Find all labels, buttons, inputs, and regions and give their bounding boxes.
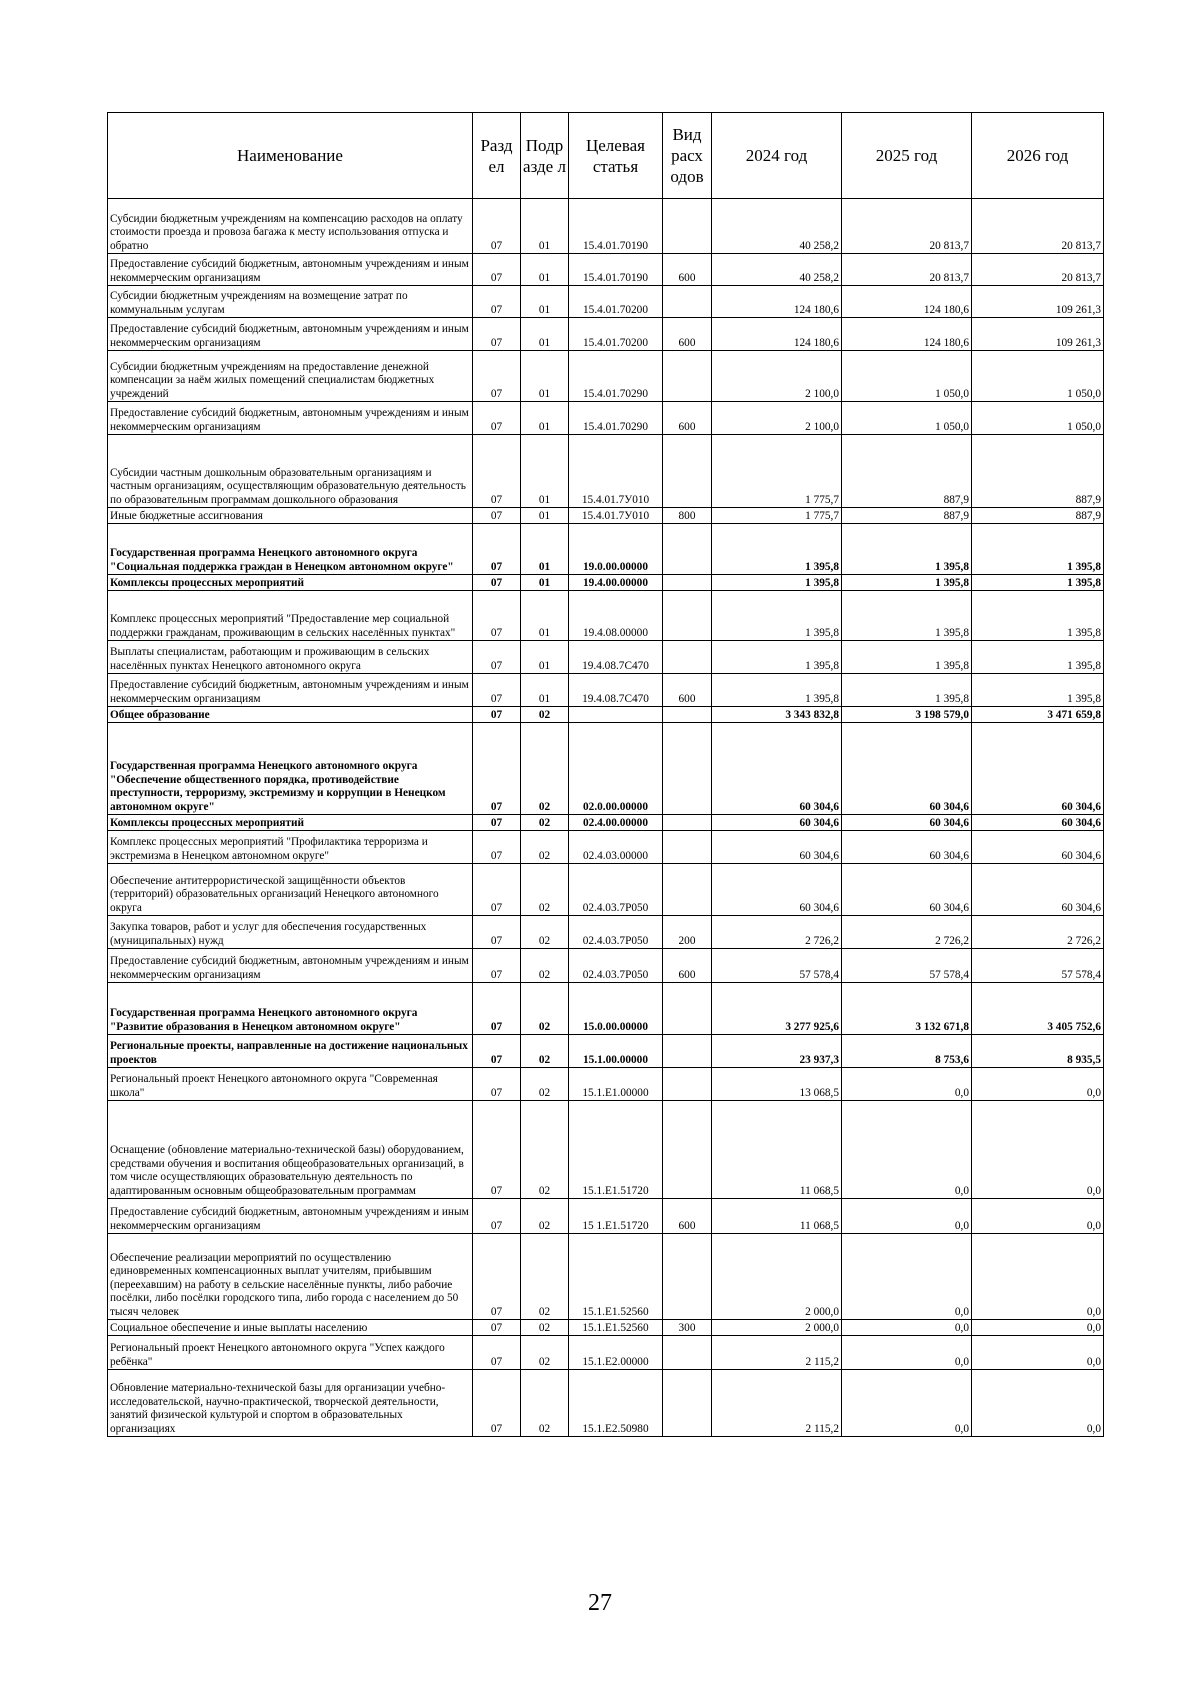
row-expense-type: [663, 983, 712, 1035]
row-expense-type: [663, 707, 712, 723]
header-2024: 2024 год: [712, 113, 842, 199]
row-value-2024: 3 277 925,6: [712, 983, 842, 1035]
row-value-2025: 1 395,8: [842, 641, 972, 674]
table-row: [108, 916, 1104, 949]
row-expense-type: [663, 1370, 712, 1437]
row-value-2024: 2 000,0: [712, 1320, 842, 1336]
row-target: 15.1.00.00000: [569, 1035, 663, 1068]
table-row: [108, 723, 1104, 815]
row-podrazdel: 01: [521, 402, 569, 435]
table-row: [108, 286, 1104, 318]
row-target: [569, 707, 663, 723]
row-razdel: 07: [473, 199, 521, 254]
row-expense-type: [663, 351, 712, 402]
row-value-2025: 124 180,6: [842, 286, 972, 318]
row-expense-type: [663, 1035, 712, 1068]
row-value-2026: 1 395,8: [972, 591, 1104, 641]
row-razdel: 07: [473, 1199, 521, 1234]
row-value-2024: 60 304,6: [712, 831, 842, 864]
row-razdel: 07: [473, 524, 521, 575]
row-expense-type: 600: [663, 1199, 712, 1234]
row-name: Оснащение (обновление материально-технической базы) оборудованием, средствами обучения и воспитания общеобразовательных организаций, в том числе осуществляющих образовательную деятельность по адаптированным основным общеобразовательным программам: [108, 1101, 473, 1199]
row-value-2024: 1 395,8: [712, 641, 842, 674]
row-value-2026: 0,0: [972, 1234, 1104, 1320]
row-podrazdel: 01: [521, 591, 569, 641]
row-value-2024: 1 395,8: [712, 524, 842, 575]
row-value-2025: 60 304,6: [842, 831, 972, 864]
row-podrazdel: 02: [521, 1370, 569, 1437]
row-expense-type: 800: [663, 508, 712, 524]
row-razdel: 07: [473, 674, 521, 707]
page-number: 27: [588, 1590, 612, 1616]
row-target: 19.4.08.7С470: [569, 641, 663, 674]
row-expense-type: 600: [663, 949, 712, 983]
row-value-2024: 2 100,0: [712, 351, 842, 402]
table-row: [108, 1336, 1104, 1370]
table-row: [108, 1199, 1104, 1234]
header-razdel: Разд ел: [473, 113, 521, 199]
row-target: 15.4.01.7У010: [569, 508, 663, 524]
row-razdel: 07: [473, 254, 521, 286]
row-target: 15.4.01.70290: [569, 351, 663, 402]
table-row: [108, 318, 1104, 351]
row-name: Региональный проект Ненецкого автономного округа "Успех каждого ребёнка": [108, 1336, 473, 1370]
row-razdel: 07: [473, 1101, 521, 1199]
row-name: Региональные проекты, направленные на достижение национальных проектов: [108, 1035, 473, 1068]
row-podrazdel: 02: [521, 831, 569, 864]
row-value-2025: 20 813,7: [842, 254, 972, 286]
row-target: 15.1.Е2.50980: [569, 1370, 663, 1437]
table-row: [108, 815, 1104, 831]
row-target: 02.4.03.00000: [569, 831, 663, 864]
row-target: 15.4.01.70290: [569, 402, 663, 435]
row-name: Комплексы процессных мероприятий: [108, 575, 473, 591]
row-value-2025: 0,0: [842, 1234, 972, 1320]
row-value-2025: 1 050,0: [842, 351, 972, 402]
row-target: 15.4.01.7У010: [569, 435, 663, 508]
row-name: Выплаты специалистам, работающим и проживающим в сельских населённых пунктах Ненецкого автономного округа: [108, 641, 473, 674]
row-value-2025: 0,0: [842, 1101, 972, 1199]
row-expense-type: [663, 864, 712, 916]
row-value-2025: 60 304,6: [842, 815, 972, 831]
row-value-2024: 11 068,5: [712, 1199, 842, 1234]
row-expense-type: [663, 575, 712, 591]
row-name: Государственная программа Ненецкого автономного округа "Обеспечение общественного порядка, противодействие преступности, терроризму, экстремизму и коррупции в Ненецком автономном округе": [108, 723, 473, 815]
table-row: [108, 707, 1104, 723]
table-row: [108, 508, 1104, 524]
row-value-2025: 60 304,6: [842, 723, 972, 815]
row-razdel: 07: [473, 1234, 521, 1320]
row-name: Обеспечение реализации мероприятий по осуществлению единовременных компенсационных выплат учителям, прибывшим (переехавшим) на работу в сельские населённые пункты, либо рабочие посёлки, либо посёлки городского типа, либо города с населением до 50 тысяч человек: [108, 1234, 473, 1320]
row-value-2026: 3 405 752,6: [972, 983, 1104, 1035]
row-expense-type: [663, 286, 712, 318]
header-podrazdel: Подр азде л: [521, 113, 569, 199]
row-value-2025: 3 198 579,0: [842, 707, 972, 723]
table-row: [108, 435, 1104, 508]
row-expense-type: [663, 831, 712, 864]
row-expense-type: [663, 524, 712, 575]
row-name: Социальное обеспечение и иные выплаты населению: [108, 1320, 473, 1336]
header-row: [108, 113, 1104, 199]
row-target: 19.4.08.00000: [569, 591, 663, 641]
row-value-2025: 0,0: [842, 1336, 972, 1370]
row-name: Закупка товаров, работ и услуг для обеспечения государственных (муниципальных) нужд: [108, 916, 473, 949]
row-value-2024: 1 775,7: [712, 435, 842, 508]
row-podrazdel: 01: [521, 674, 569, 707]
row-value-2026: 1 395,8: [972, 524, 1104, 575]
row-name: Субсидии бюджетным учреждениям на компенсацию расходов на оплату стоимости проезда и провоза багажа к месту использования отпуска и обратно: [108, 199, 473, 254]
header-target: Целевая статья: [569, 113, 663, 199]
row-name: Предоставление субсидий бюджетным, автономным учреждениям и иным некоммерческим организациям: [108, 674, 473, 707]
table-row: [108, 402, 1104, 435]
table-row: [108, 591, 1104, 641]
row-value-2024: 124 180,6: [712, 286, 842, 318]
row-target: 19.0.00.00000: [569, 524, 663, 575]
row-value-2026: 1 050,0: [972, 402, 1104, 435]
table-row: [108, 864, 1104, 916]
row-name: Предоставление субсидий бюджетным, автономным учреждениям и иным некоммерческим организациям: [108, 318, 473, 351]
row-expense-type: 300: [663, 1320, 712, 1336]
row-value-2024: 13 068,5: [712, 1068, 842, 1101]
row-razdel: 07: [473, 916, 521, 949]
row-target: 15 1.Е1.51720: [569, 1199, 663, 1234]
row-expense-type: 600: [663, 402, 712, 435]
row-target: 02.4.03.7Р050: [569, 864, 663, 916]
row-value-2025: 1 395,8: [842, 591, 972, 641]
row-value-2026: 60 304,6: [972, 864, 1104, 916]
table-body: [108, 199, 1104, 1437]
row-podrazdel: 02: [521, 983, 569, 1035]
row-name: Субсидии частным дошкольным образовательным организациям и частным организациям, осуществляющим образовательную деятельность по образовательным программам дошкольного образования: [108, 435, 473, 508]
row-name: Комплекс процессных мероприятий "Предоставление мер социальной поддержки гражданам, проживающим в сельских населённых пунктах": [108, 591, 473, 641]
table-row: [108, 1068, 1104, 1101]
row-podrazdel: 02: [521, 1234, 569, 1320]
row-podrazdel: 01: [521, 641, 569, 674]
row-target: 02.4.03.7Р050: [569, 916, 663, 949]
row-value-2024: 40 258,2: [712, 199, 842, 254]
row-razdel: 07: [473, 831, 521, 864]
row-podrazdel: 02: [521, 815, 569, 831]
row-name: Общее образование: [108, 707, 473, 723]
row-name: Комплекс процессных мероприятий "Профилактика терроризма и экстремизма в Ненецком автономном округе": [108, 831, 473, 864]
row-value-2026: 60 304,6: [972, 831, 1104, 864]
row-podrazdel: 01: [521, 318, 569, 351]
row-podrazdel: 02: [521, 949, 569, 983]
row-expense-type: [663, 723, 712, 815]
row-name: Государственная программа Ненецкого автономного округа "Социальная поддержка граждан в Ненецком автономном округе": [108, 524, 473, 575]
row-value-2026: 0,0: [972, 1068, 1104, 1101]
row-name: Обновление материально-технической базы для организации учебно-исследовательской, научно-практической, творческой деятельности, занятий физической культурой и спортом в образовательных организациях: [108, 1370, 473, 1437]
row-value-2026: 0,0: [972, 1336, 1104, 1370]
row-podrazdel: 02: [521, 1336, 569, 1370]
row-podrazdel: 02: [521, 1068, 569, 1101]
row-name: Комплексы процессных мероприятий: [108, 815, 473, 831]
row-value-2024: 3 343 832,8: [712, 707, 842, 723]
row-name: Предоставление субсидий бюджетным, автономным учреждениям и иным некоммерческим организациям: [108, 402, 473, 435]
header-2025: 2025 год: [842, 113, 972, 199]
table-row: [108, 1101, 1104, 1199]
row-expense-type: [663, 1234, 712, 1320]
row-value-2024: 23 937,3: [712, 1035, 842, 1068]
row-name: Предоставление субсидий бюджетным, автономным учреждениям и иным некоммерческим организациям: [108, 1199, 473, 1234]
row-podrazdel: 01: [521, 524, 569, 575]
row-value-2025: 887,9: [842, 435, 972, 508]
row-razdel: 07: [473, 983, 521, 1035]
row-expense-type: [663, 1336, 712, 1370]
row-podrazdel: 01: [521, 508, 569, 524]
budget-table: [107, 112, 1104, 1437]
row-expense-type: [663, 815, 712, 831]
row-razdel: 07: [473, 641, 521, 674]
row-value-2026: 1 050,0: [972, 351, 1104, 402]
row-value-2024: 11 068,5: [712, 1101, 842, 1199]
row-expense-type: [663, 1101, 712, 1199]
row-expense-type: 600: [663, 674, 712, 707]
row-value-2026: 887,9: [972, 435, 1104, 508]
row-razdel: 07: [473, 707, 521, 723]
row-podrazdel: 01: [521, 435, 569, 508]
row-target: 19.4.00.00000: [569, 575, 663, 591]
row-name: Иные бюджетные ассигнования: [108, 508, 473, 524]
row-expense-type: 600: [663, 318, 712, 351]
row-value-2025: 1 395,8: [842, 524, 972, 575]
table-row: [108, 641, 1104, 674]
row-podrazdel: 02: [521, 1320, 569, 1336]
row-value-2026: 0,0: [972, 1199, 1104, 1234]
row-razdel: 07: [473, 1370, 521, 1437]
row-value-2026: 20 813,7: [972, 254, 1104, 286]
row-value-2025: 3 132 671,8: [842, 983, 972, 1035]
row-razdel: 07: [473, 286, 521, 318]
table-row: [108, 199, 1104, 254]
row-target: 02.4.00.00000: [569, 815, 663, 831]
row-value-2025: 20 813,7: [842, 199, 972, 254]
row-target: 15.4.01.70200: [569, 286, 663, 318]
row-value-2026: 109 261,3: [972, 318, 1104, 351]
row-value-2024: 1 775,7: [712, 508, 842, 524]
row-podrazdel: 01: [521, 254, 569, 286]
table-row: [108, 1320, 1104, 1336]
row-razdel: 07: [473, 351, 521, 402]
row-name: Государственная программа Ненецкого автономного округа "Развитие образования в Ненецком автономном округе": [108, 983, 473, 1035]
row-value-2025: 2 726,2: [842, 916, 972, 949]
row-podrazdel: 02: [521, 1199, 569, 1234]
row-podrazdel: 02: [521, 1035, 569, 1068]
row-name: Обеспечение антитеррористической защищённости объектов (территорий) образовательных организаций Ненецкого автономного округа: [108, 864, 473, 916]
row-value-2025: 0,0: [842, 1370, 972, 1437]
header-name: Наименование: [108, 113, 473, 199]
row-target: 15.4.01.70190: [569, 254, 663, 286]
row-value-2025: 57 578,4: [842, 949, 972, 983]
row-value-2026: 57 578,4: [972, 949, 1104, 983]
table-row: [108, 1370, 1104, 1437]
row-value-2025: 0,0: [842, 1199, 972, 1234]
row-razdel: 07: [473, 723, 521, 815]
row-razdel: 07: [473, 1035, 521, 1068]
table-row: [108, 351, 1104, 402]
table-row: [108, 1234, 1104, 1320]
row-value-2024: 57 578,4: [712, 949, 842, 983]
table-row: [108, 1035, 1104, 1068]
row-value-2025: 1 395,8: [842, 674, 972, 707]
row-razdel: 07: [473, 1068, 521, 1101]
row-target: 15.0.00.00000: [569, 983, 663, 1035]
row-value-2024: 1 395,8: [712, 591, 842, 641]
row-value-2024: 60 304,6: [712, 815, 842, 831]
header-expense-type: Вид расх одов: [663, 113, 712, 199]
row-podrazdel: 02: [521, 707, 569, 723]
row-value-2026: 0,0: [972, 1101, 1104, 1199]
row-podrazdel: 02: [521, 916, 569, 949]
table-row: [108, 674, 1104, 707]
row-value-2025: 0,0: [842, 1068, 972, 1101]
row-razdel: 07: [473, 402, 521, 435]
row-expense-type: 200: [663, 916, 712, 949]
row-razdel: 07: [473, 318, 521, 351]
table-row: [108, 575, 1104, 591]
row-podrazdel: 01: [521, 199, 569, 254]
row-value-2025: 887,9: [842, 508, 972, 524]
row-name: Субсидии бюджетным учреждениям на возмещение затрат по коммунальным услугам: [108, 286, 473, 318]
table-row: [108, 254, 1104, 286]
row-value-2026: 1 395,8: [972, 575, 1104, 591]
row-name: Предоставление субсидий бюджетным, автономным учреждениям и иным некоммерческим организациям: [108, 949, 473, 983]
row-name: Региональный проект Ненецкого автономного округа "Современная школа": [108, 1068, 473, 1101]
table-row: [108, 949, 1104, 983]
table-row: [108, 524, 1104, 575]
row-value-2024: 2 000,0: [712, 1234, 842, 1320]
row-value-2026: 0,0: [972, 1370, 1104, 1437]
row-razdel: 07: [473, 575, 521, 591]
row-razdel: 07: [473, 508, 521, 524]
row-expense-type: [663, 435, 712, 508]
row-razdel: 07: [473, 435, 521, 508]
row-razdel: 07: [473, 1336, 521, 1370]
row-target: 02.0.00.00000: [569, 723, 663, 815]
row-value-2026: 1 395,8: [972, 641, 1104, 674]
row-value-2024: 1 395,8: [712, 674, 842, 707]
row-razdel: 07: [473, 864, 521, 916]
row-target: 15.1.Е1.52560: [569, 1320, 663, 1336]
row-name: Предоставление субсидий бюджетным, автономным учреждениям и иным некоммерческим организациям: [108, 254, 473, 286]
row-value-2024: 2 115,2: [712, 1336, 842, 1370]
row-target: 15.1.Е2.00000: [569, 1336, 663, 1370]
row-value-2026: 8 935,5: [972, 1035, 1104, 1068]
row-value-2024: 60 304,6: [712, 864, 842, 916]
row-podrazdel: 02: [521, 864, 569, 916]
row-value-2024: 2 115,2: [712, 1370, 842, 1437]
row-value-2026: 109 261,3: [972, 286, 1104, 318]
row-razdel: 07: [473, 1320, 521, 1336]
row-value-2025: 60 304,6: [842, 864, 972, 916]
row-value-2025: 1 395,8: [842, 575, 972, 591]
row-value-2024: 40 258,2: [712, 254, 842, 286]
row-value-2024: 2 726,2: [712, 916, 842, 949]
row-razdel: 07: [473, 591, 521, 641]
row-podrazdel: 02: [521, 723, 569, 815]
row-expense-type: [663, 1068, 712, 1101]
row-podrazdel: 01: [521, 286, 569, 318]
row-value-2025: 0,0: [842, 1320, 972, 1336]
row-expense-type: 600: [663, 254, 712, 286]
row-value-2026: 1 395,8: [972, 674, 1104, 707]
row-target: 15.4.01.70200: [569, 318, 663, 351]
table-row: [108, 831, 1104, 864]
row-expense-type: [663, 641, 712, 674]
row-name: Субсидии бюджетным учреждениям на предоставление денежной компенсации за наём жилых помещений специалистам бюджетных учреждений: [108, 351, 473, 402]
row-target: 15.1.Е1.52560: [569, 1234, 663, 1320]
table-row: [108, 983, 1104, 1035]
row-value-2024: 124 180,6: [712, 318, 842, 351]
row-target: 15.1.Е1.00000: [569, 1068, 663, 1101]
row-value-2024: 2 100,0: [712, 402, 842, 435]
row-target: 15.4.01.70190: [569, 199, 663, 254]
row-value-2026: 2 726,2: [972, 916, 1104, 949]
header-2026: 2026 год: [972, 113, 1104, 199]
row-expense-type: [663, 199, 712, 254]
row-value-2026: 887,9: [972, 508, 1104, 524]
row-value-2026: 3 471 659,8: [972, 707, 1104, 723]
row-value-2026: 60 304,6: [972, 723, 1104, 815]
row-value-2025: 8 753,6: [842, 1035, 972, 1068]
row-value-2026: 0,0: [972, 1320, 1104, 1336]
row-value-2024: 1 395,8: [712, 575, 842, 591]
row-target: 19.4.08.7С470: [569, 674, 663, 707]
row-value-2026: 20 813,7: [972, 199, 1104, 254]
row-razdel: 07: [473, 949, 521, 983]
row-value-2024: 60 304,6: [712, 723, 842, 815]
row-expense-type: [663, 591, 712, 641]
row-value-2025: 124 180,6: [842, 318, 972, 351]
row-razdel: 07: [473, 815, 521, 831]
row-target: 15.1.Е1.51720: [569, 1101, 663, 1199]
row-podrazdel: 01: [521, 351, 569, 402]
row-podrazdel: 01: [521, 575, 569, 591]
row-target: 02.4.03.7Р050: [569, 949, 663, 983]
row-value-2025: 1 050,0: [842, 402, 972, 435]
row-podrazdel: 02: [521, 1101, 569, 1199]
row-value-2026: 60 304,6: [972, 815, 1104, 831]
